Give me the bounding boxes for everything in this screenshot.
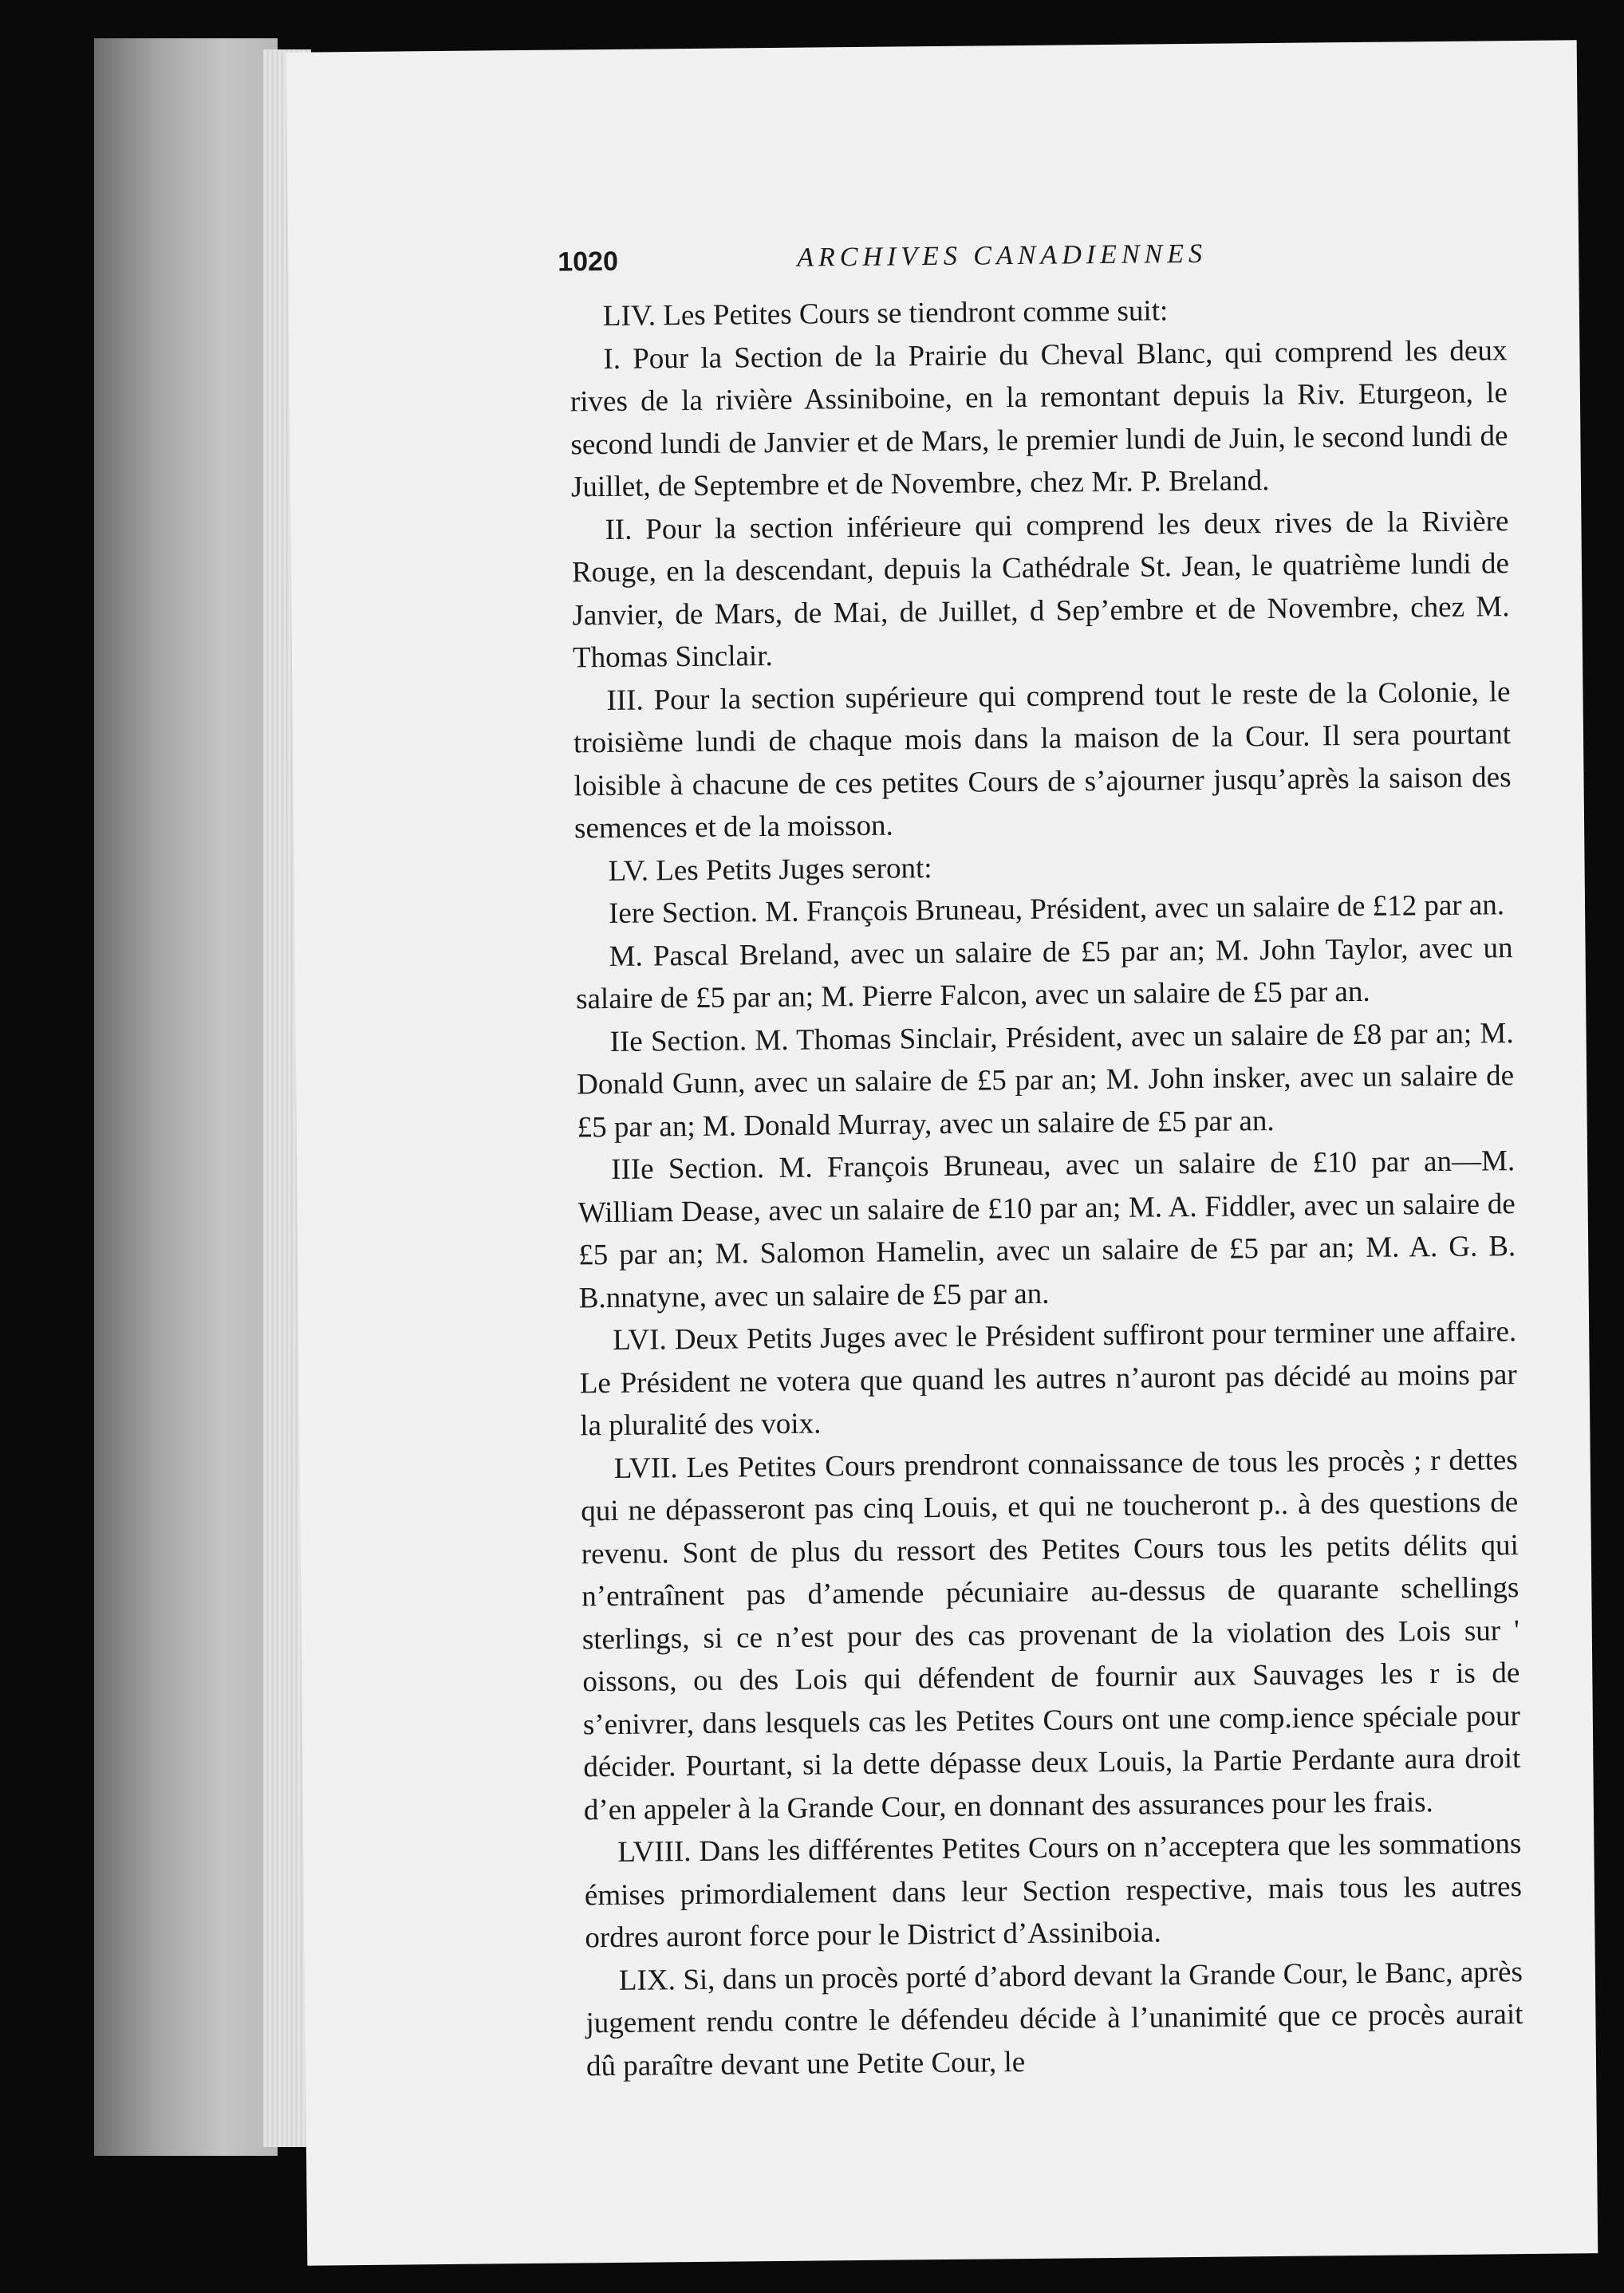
paragraph-lvii: LVII. Les Petites Cours prendront connaissance de tous les procès ; r dettes qui ne dépasseront pas cinq Louis, et qui ne toucheront p.. à des questions de revenu. Sont de plus du ressort des Petites Cours tous les petits délits qui n’entraînent pas d’amende pécuniaire au-dessus de quarante schellings sterlings, si ce n’est pour des cas provenant de la violation des Lois sur ' oissons, ou des Lois qui défendent de fournir aux Sauvages les r is de s’enivrer, dans lesquels cas les Petites Cours ont une comp.ience spéciale pour décider. Pourtant, si la dette dépasse deux Louis, la Partie Perdante aura droit d’en appeler à la Grande Cour, en donnant des assurances pour les frais.	[581, 1443, 1521, 1826]
running-head: ARCHIVES CANADIENNES	[797, 238, 1208, 273]
body-text	[570, 286, 1524, 2087]
paragraph-lv: LV. Les Petits Juges seront:	[608, 851, 932, 888]
paragraph-lv-section-3: IIIe Section. M. François Bruneau, avec un salaire de £10 par an—M. William Dease, avec un salaire de £10 par an; M. A. Fiddler, avec un salaire de £5 par an; M. Salomon Hamelin, avec un salaire de £5 par an; M. A. G. B. B.nnatyne, avec un salaire de £5 par an.	[577, 1145, 1516, 1314]
paragraph-liv-ii: II. Pour la section inférieure qui comprend les deux rives de la Rivière Rouge, en la descendant, depuis la Cathédrale St. Jean, le quatrième lundi de Janvier, de Mars, de Mai, de Juillet, d Sep’embre et de Novembre, chez M. Thomas Sinclair.	[571, 504, 1510, 675]
paragraph-liv-iii: III. Pour la section supérieure qui comprend tout le reste de la Colonie, le troisième lundi de chaque mois dans la maison de la Cour. Il sera pourtant loisible à chacune de ces petites Cours de s’ajourner jusqu’après la saison des semences et de la moisson.	[573, 675, 1512, 845]
book-page	[286, 40, 1598, 2265]
paragraph-lviii: LVIII. Dans les différentes Petites Cours on n’acceptera que les sommations émises primordialement dans leur Section respective, mais tous les autres ordres auront force pour le District d’Assiniboia.	[584, 1827, 1523, 1955]
paragraph-lv-section-1-judges: M. Pascal Breland, avec un salaire de £5 par an; M. John Taylor, avec un salaire de £5 par an; M. Pierre Falcon, avec un salaire de £5 par an.	[575, 931, 1513, 1016]
paragraph-liv-i: I. Pour la Section de la Prairie du Cheval Blanc, qui comprend les deux rives de la rivière Assiniboine, en la remontant depuis la Riv. Eturgeon, le second lundi de Janvier et de Mars, le premier lundi de Juin, le second lundi de Juillet, de Septembre et de Novembre, chez Mr. P. Breland.	[570, 333, 1508, 504]
page-header	[558, 238, 1516, 295]
paragraph-lix: LIX. Si, dans un procès porté d’abord devant la Grande Cour, le Banc, après jugement rendu contre le défendeu décide à l’unanimité que ce procès aurait dû paraître devant une Petite Cour, le	[585, 1955, 1523, 2082]
page-number: 1020	[558, 246, 619, 278]
paragraph-lv-section-1: Iere Section. M. François Bruneau, Président, avec un salaire de £12 par an.	[608, 888, 1505, 930]
paragraph-liv: LIV. Les Petites Cours se tiendront comme suit:	[602, 294, 1169, 333]
paragraph-lv-section-2: IIe Section. M. Thomas Sinclair, Président, avec un salaire de £8 par an; M. Donald Gunn, avec un salaire de £5 par an; M. John insker, avec un salaire de £5 par an; M. Donald Murray, avec un salaire de £5 par an.	[576, 1016, 1515, 1144]
paragraph-lvi: LVI. Deux Petits Juges avec le Président suffiront pour terminer une affaire. Le Président ne votera que quand les autres n’auront pas décidé au moins par la pluralité des voix.	[579, 1315, 1517, 1443]
book-spine-shadow	[94, 38, 278, 2156]
